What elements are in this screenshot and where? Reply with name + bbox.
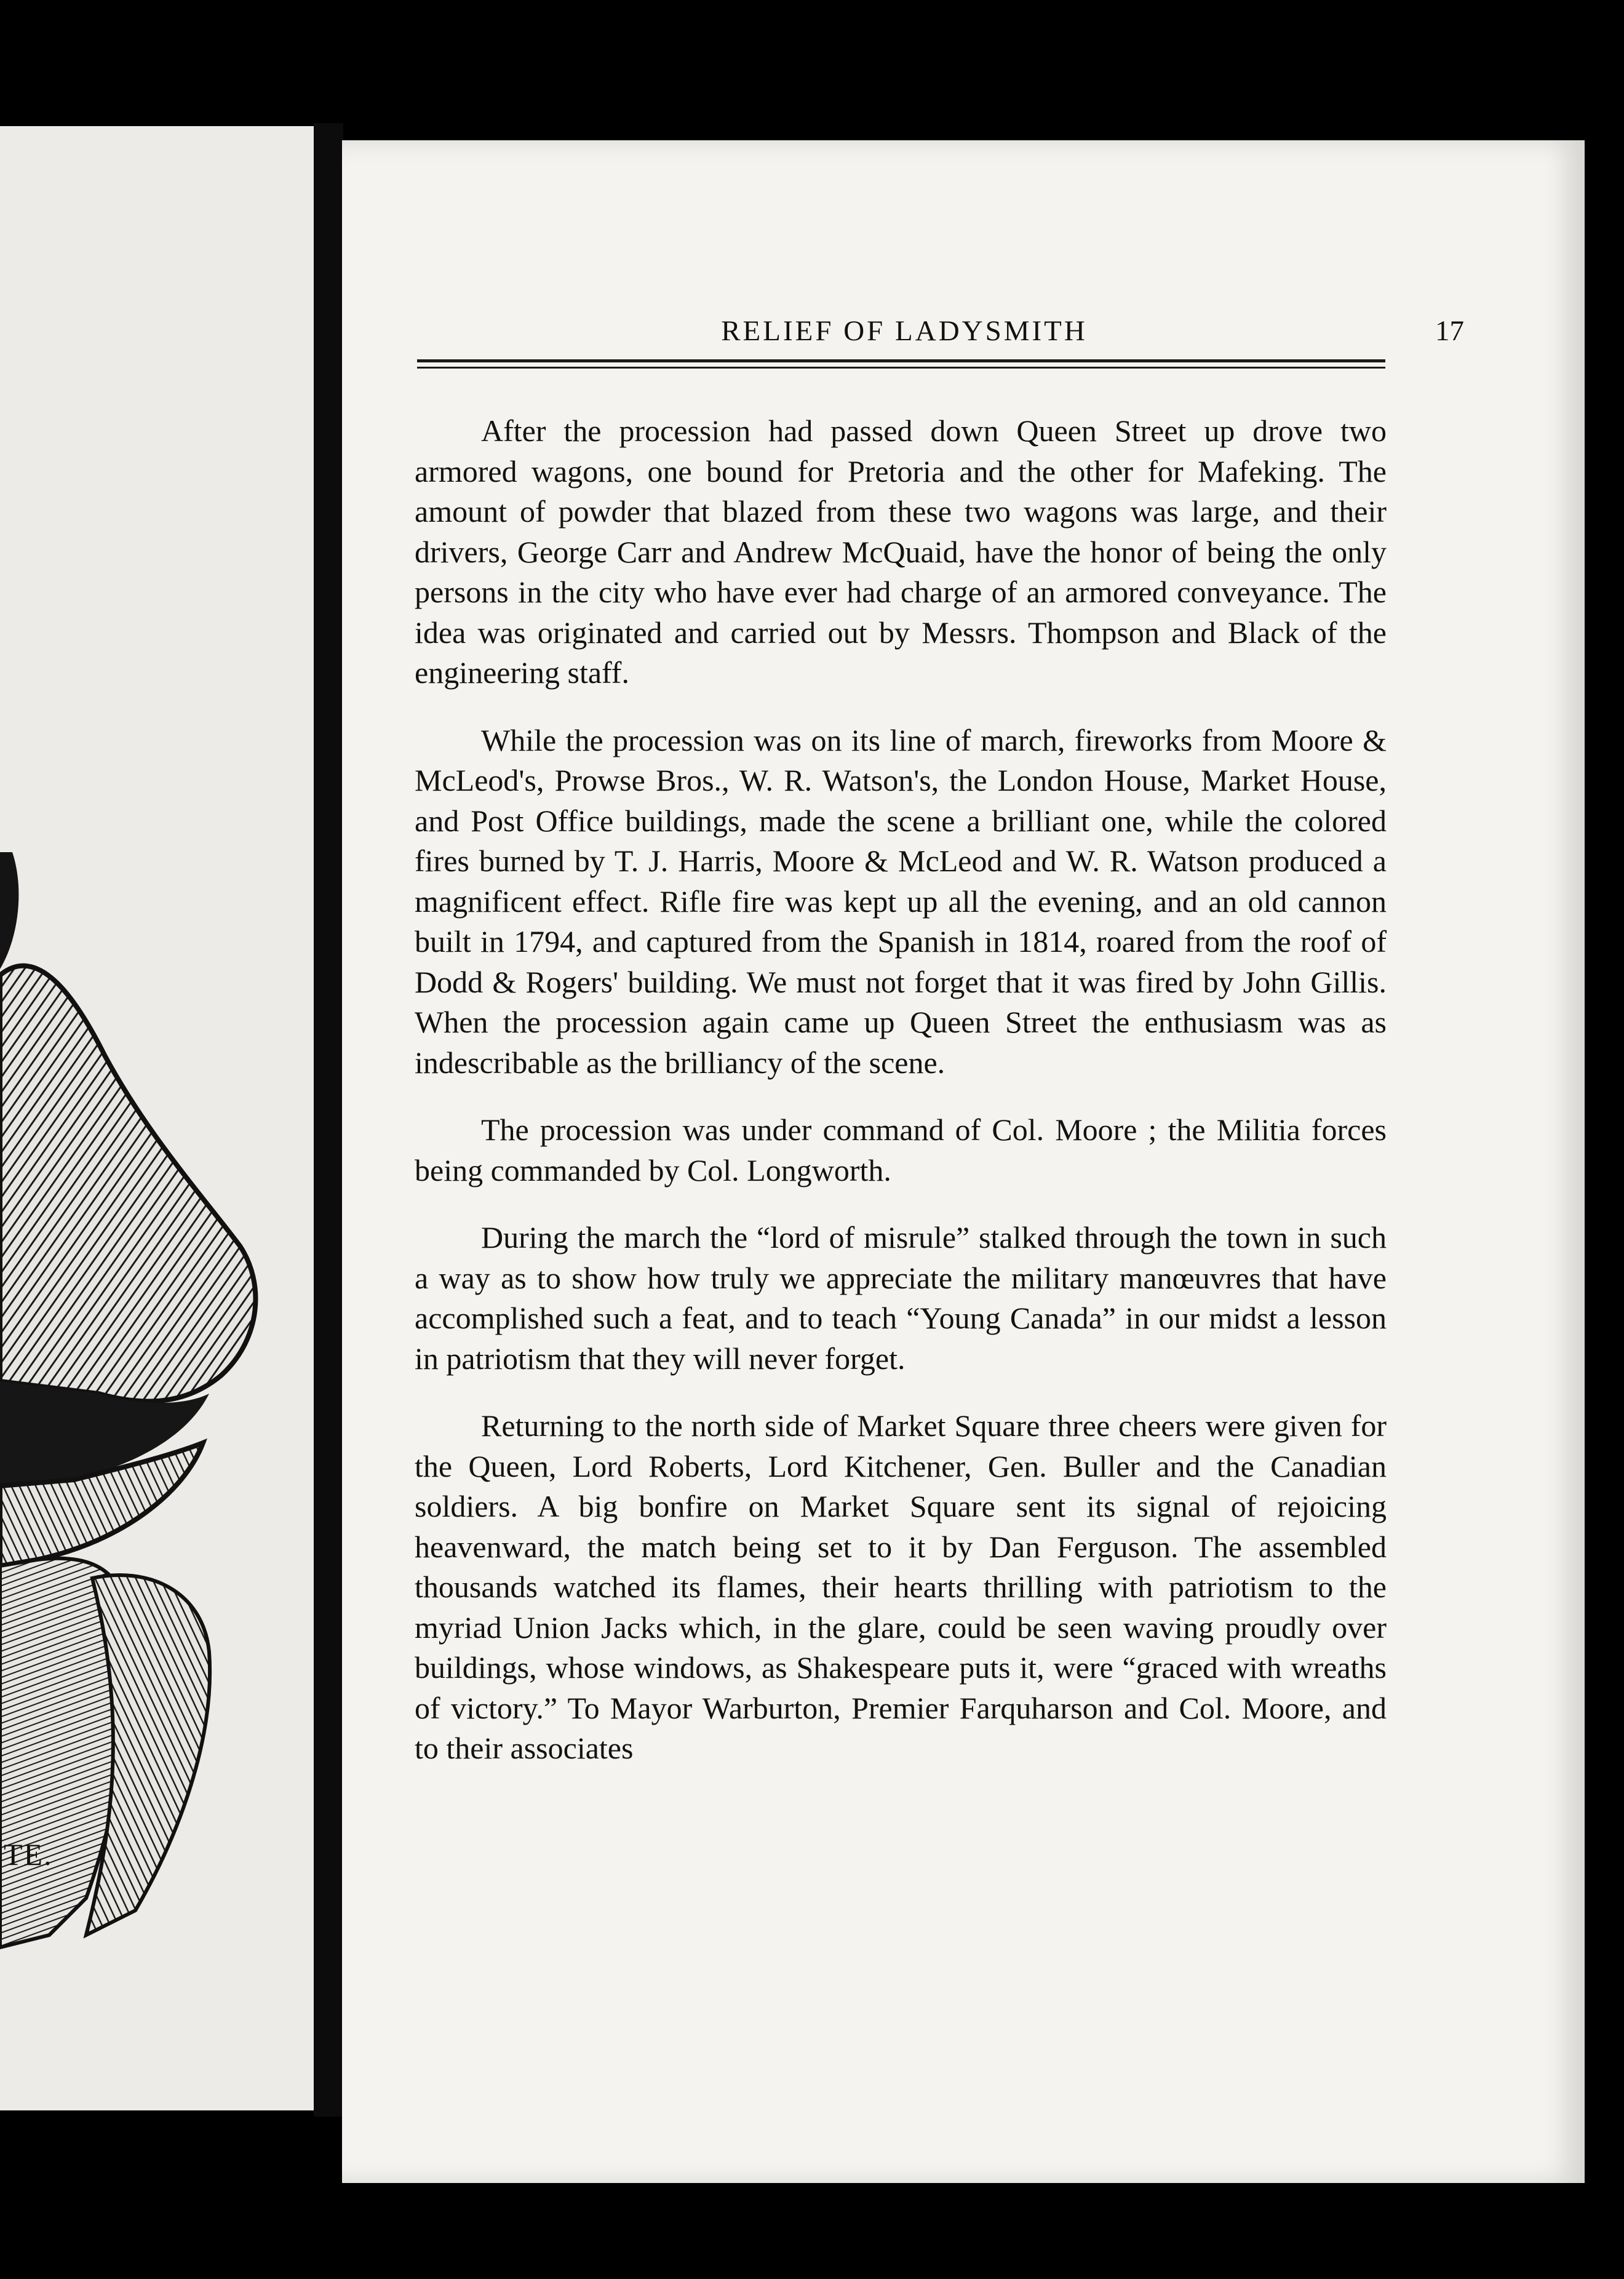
body-text: [415, 411, 1387, 1769]
running-header: [418, 311, 1464, 360]
main-page: [342, 140, 1585, 2183]
paragraph: The procession was under command of Col. Moore ; the Militia forces being commanded by Col. Longworth.: [415, 1112, 1387, 1187]
paragraph: Returning to the north side of Market Square three cheers were given for the Queen, Lord Roberts, Lord Kitchener, Gen. Buller and the Canadian soldiers. A big bonfire on Market Square sent its signal of rejoicing heavenward, the match being set to it by Dan Ferguson. The assembled thousands watched its flames, their hearts thrilling with patriotism to the myriad Union Jacks which, in the glare, could be seen waving proudly over buildings, whose windows, as Shakespeare puts it, were “graced with wreaths of victory.” To Mayor Warburton, Premier Farquharson and Col. Moore, and to their associates: [415, 1408, 1387, 1765]
engraved-figure-illustration: [0, 852, 271, 1984]
header-rule-thin: [417, 367, 1385, 369]
header-rule-thick: [417, 359, 1385, 362]
paragraph: After the procession had passed down Queen Street up drove two armored wagons, one bound for Pretoria and the other for Mafeking. The amount of powder that blazed from these two wagons was large, and their drivers, George Carr and Andrew McQuaid, have the honor of being the only persons in the city who have ever had charge of an armored conveyance. The idea was originated and carried out by Messrs. Thompson and Black of the engineering staff.: [415, 413, 1387, 690]
left-facing-page: [0, 126, 314, 2110]
running-title: RELIEF OF LADYSMITH: [721, 315, 1088, 347]
book-gutter: [314, 123, 343, 2117]
page-number: 17: [1435, 315, 1464, 347]
paragraph: During the march the “lord of misrule” stalked through the town in such a way as to show how truly we appreciate the military manœuvres that have accomplished such a feat, and to teach “Young Canada” in our midst a lesson in patriotism that they will never forget.: [415, 1220, 1387, 1376]
paragraph: While the procession was on its line of march, fireworks from Moore & McLeod's, Prowse Bros., W. R. Watson's, the London House, Market House, and Post Office buildings, made the scene a brilliant one, while the colored fires burned by T. J. Harris, Moore & McLeod and W. R. Watson produced a magnificent effect. Rifle fire was kept up all the evening, and an old cannon built in 1794, and captured from the Spanish in 1814, roared from the roof of Dodd & Rogers' building. We must not forget that it was fired by John Gillis. When the procession again came up Queen Street the enthusiasm was as indescribable as the brilliancy of the scene.: [415, 722, 1387, 1080]
left-caption-fragment: TE.: [4, 1837, 53, 1872]
